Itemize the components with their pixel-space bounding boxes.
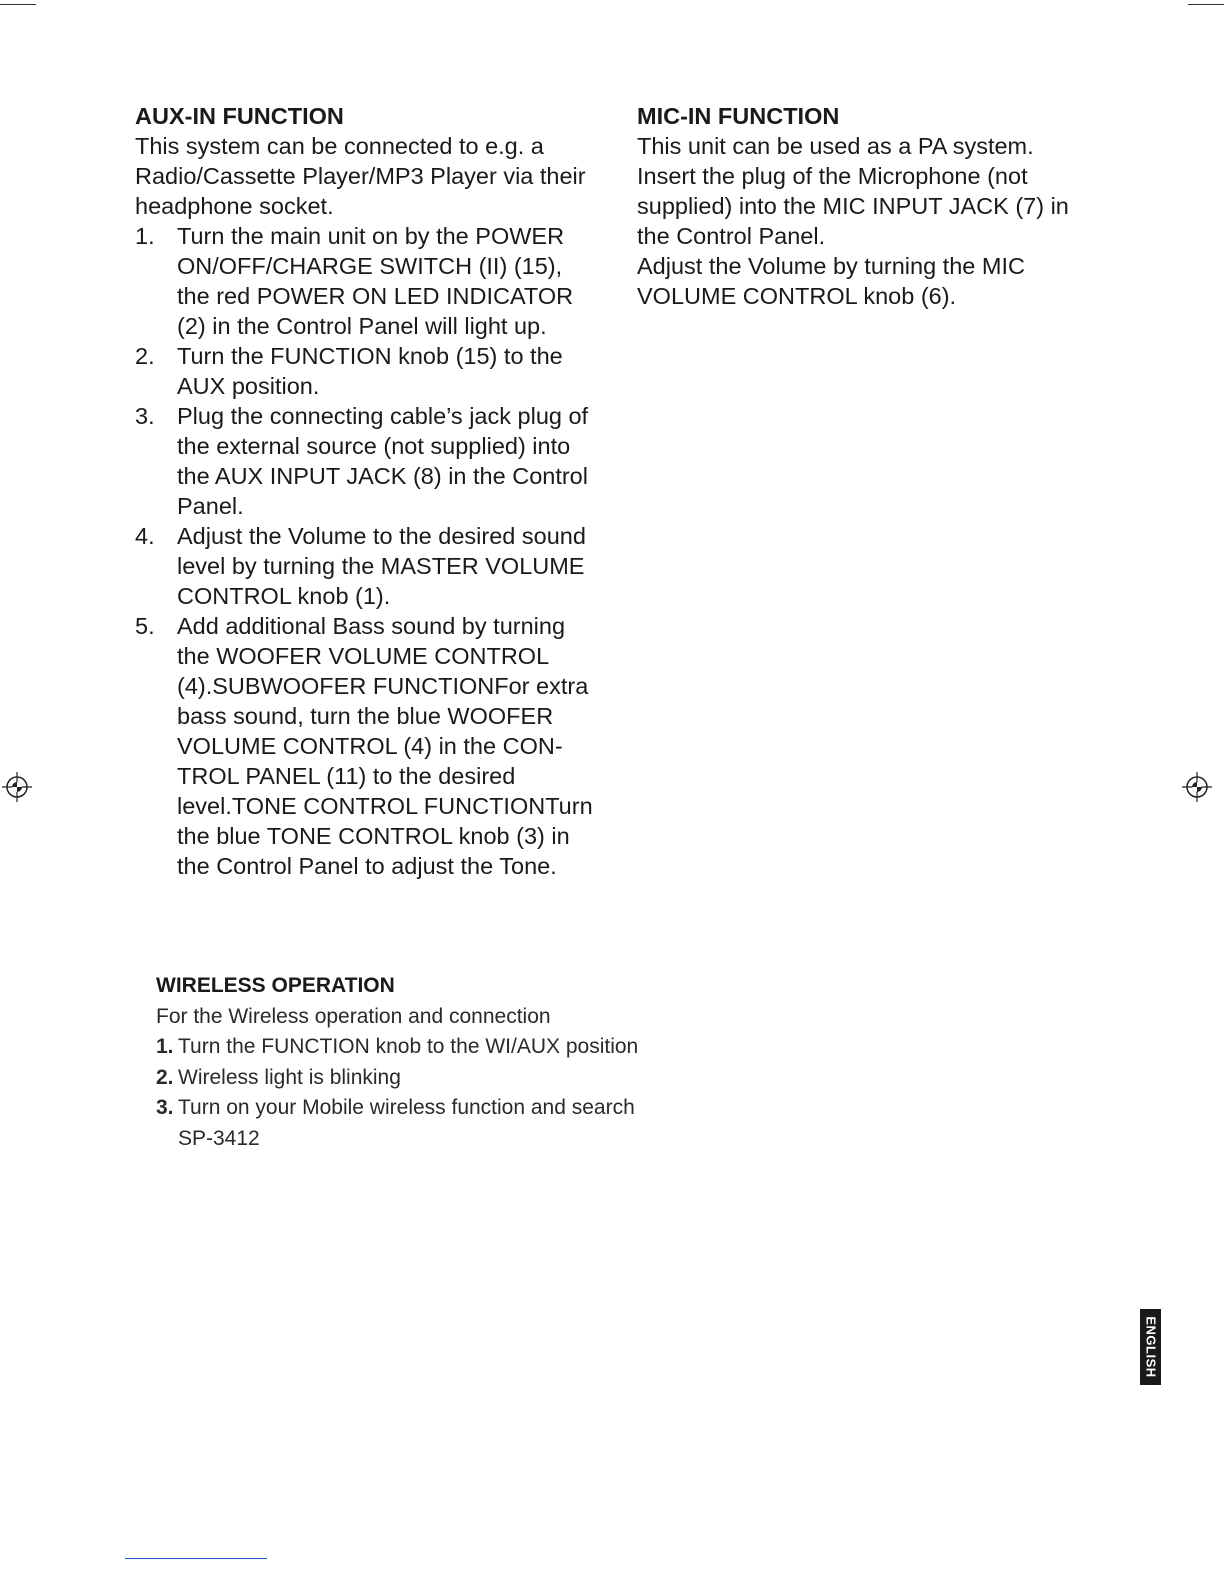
registration-mark-icon — [1182, 772, 1212, 802]
aux-intro-line: This system can be connected to e.g. a — [135, 133, 544, 159]
wireless-step-3 — [156, 1093, 676, 1154]
step-text — [177, 611, 605, 881]
aux-step-1 — [135, 221, 605, 341]
aux-intro-line: headphone socket. — [135, 193, 334, 219]
mic-line: This unit can be used as a PA system. — [637, 133, 1034, 159]
aux-step-5 — [135, 611, 605, 881]
step-line: (4).SUBWOOFER FUNCTIONFor extra — [177, 673, 589, 699]
step-line: Plug the connecting cable’s jack plug of — [177, 403, 589, 429]
step-line: level by turning the MASTER VOLUME — [177, 553, 585, 579]
wireless-section — [156, 971, 676, 1154]
crop-mark-left — [0, 4, 36, 5]
step-line: CONTROL knob (1). — [177, 583, 391, 609]
mic-line: Adjust the Volume by turning the MIC — [637, 253, 1025, 279]
step-text — [177, 521, 605, 611]
aux-in-title: AUX-IN FUNCTION — [135, 103, 344, 129]
step-text — [177, 401, 605, 521]
step-line: Turn the FUNCTION knob (15) to the — [177, 343, 563, 369]
step-line: SP-3412 — [178, 1126, 260, 1150]
step-line: the WOOFER VOLUME CONTROL — [177, 643, 550, 669]
step-text — [178, 1093, 676, 1154]
mic-line: Insert the plug of the Microphone (not — [637, 163, 1028, 189]
aux-in-section — [135, 101, 605, 881]
mic-line: supplied) into the MIC INPUT JACK (7) in — [637, 193, 1069, 219]
step-number: 5. — [135, 613, 155, 639]
step-text — [178, 1032, 676, 1063]
step-text — [178, 1063, 676, 1094]
step-line: Panel. — [177, 493, 244, 519]
step-number: 3. — [135, 403, 155, 429]
step-line: Add additional Bass sound by turning — [177, 613, 566, 639]
aux-in-steps — [135, 221, 605, 881]
step-line: (2) in the Control Panel will light up. — [177, 313, 547, 339]
step-line: level.TONE CONTROL FUNCTIONTurn — [177, 793, 593, 819]
mic-in-body — [637, 131, 1087, 311]
step-line: bass sound, turn the blue WOOFER — [177, 703, 554, 729]
step-line: the AUX INPUT JACK (8) in the Control — [177, 463, 588, 489]
mic-line: VOLUME CONTROL knob (6). — [637, 283, 957, 309]
step-line: Wireless light is blinking — [178, 1065, 401, 1089]
wireless-intro: For the Wireless operation and connection — [156, 1004, 551, 1028]
mic-line: the Control Panel. — [637, 223, 826, 249]
step-line: Turn the FUNCTION knob to the WI/AUX position — [178, 1035, 639, 1058]
step-line: the blue TONE CONTROL knob (3) in — [177, 823, 570, 849]
aux-in-intro — [135, 131, 605, 221]
step-line: the Control Panel to adjust the Tone. — [177, 853, 557, 879]
footer-rule — [125, 1558, 267, 1559]
step-line: TROL PANEL (11) to the desired — [177, 763, 516, 789]
step-text — [177, 341, 605, 401]
step-number: 3. — [156, 1096, 174, 1119]
step-line: the red POWER ON LED INDICATOR — [177, 283, 574, 309]
aux-step-4 — [135, 521, 605, 611]
wireless-title: WIRELESS OPERATION — [156, 974, 395, 997]
step-text — [177, 221, 605, 341]
aux-step-3 — [135, 401, 605, 521]
wireless-step-1 — [156, 1032, 676, 1063]
aux-intro-line: Radio/Cassette Player/MP3 Player via their — [135, 163, 586, 189]
language-tab — [1140, 1309, 1161, 1385]
mic-in-title: MIC-IN FUNCTION — [637, 103, 840, 129]
step-number: 2. — [156, 1065, 174, 1089]
step-line: the external source (not supplied) into — [177, 433, 571, 459]
step-line: VOLUME CONTROL (4) in the CON- — [177, 733, 563, 759]
language-tab-label: ENGLISH — [1143, 1316, 1158, 1378]
step-line: AUX position. — [177, 373, 320, 399]
step-line: Turn the main unit on by the POWER — [177, 223, 565, 249]
step-line: Turn on your Mobile wireless function and search — [178, 1096, 635, 1119]
mic-in-section — [637, 101, 1087, 311]
aux-step-2 — [135, 341, 605, 401]
step-line: Adjust the Volume to the desired sound — [177, 523, 586, 549]
crop-mark-right — [1188, 4, 1224, 5]
step-number: 1. — [135, 223, 155, 249]
registration-mark-icon — [2, 772, 32, 802]
step-number: 2. — [135, 343, 155, 369]
step-line: ON/OFF/CHARGE SWITCH (II) (15), — [177, 253, 563, 279]
wireless-steps — [156, 1032, 676, 1154]
step-number: 4. — [135, 523, 155, 549]
step-number: 1. — [156, 1035, 174, 1058]
wireless-step-2 — [156, 1063, 676, 1094]
